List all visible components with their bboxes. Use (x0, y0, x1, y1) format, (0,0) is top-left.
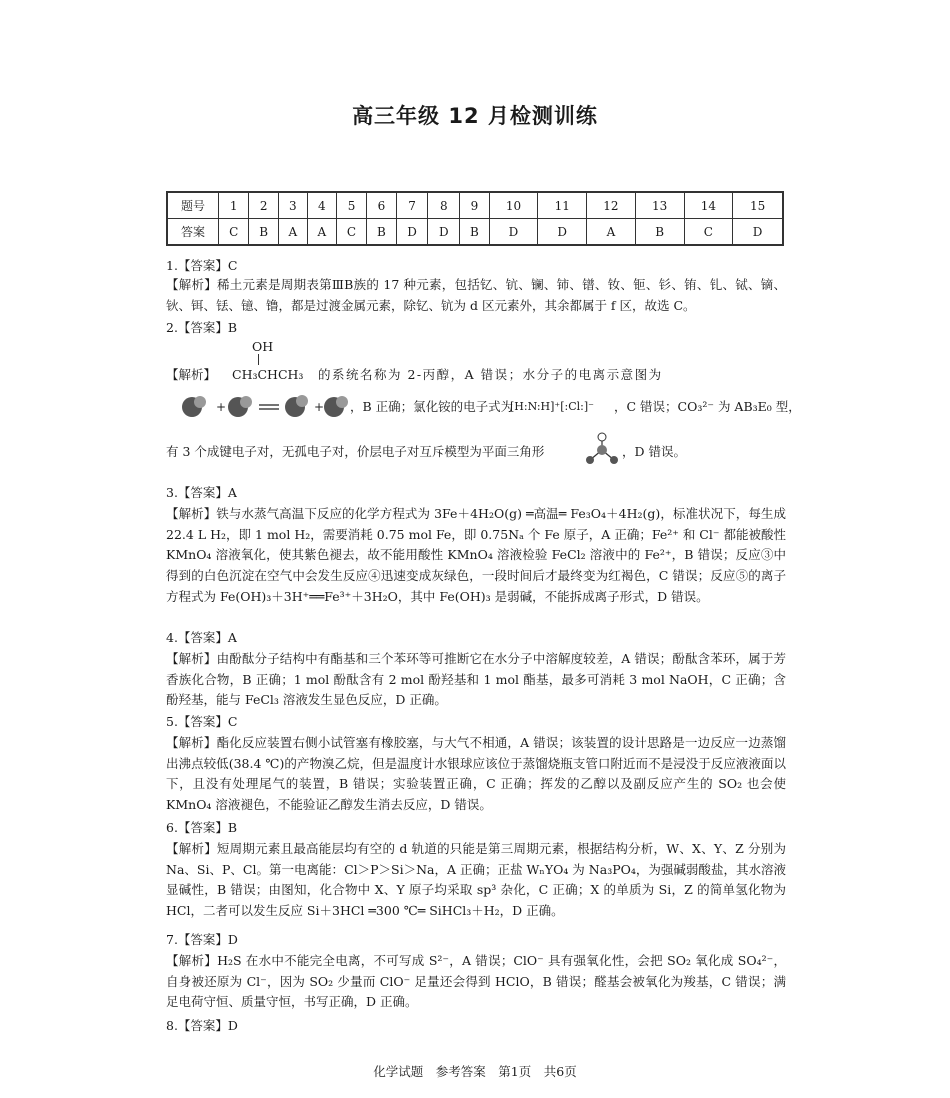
question-number: 9 (460, 192, 489, 219)
answer-cell: C (336, 219, 366, 246)
question-number: 11 (538, 192, 587, 219)
answer-cell: A (587, 219, 636, 246)
answer-heading-q3: 3.【答案】A (166, 485, 237, 500)
answer-cell: C (684, 219, 733, 246)
question-number: 15 (733, 192, 783, 219)
answer-table-header-row (167, 192, 783, 219)
answer-cell: A (278, 219, 307, 246)
table-header-label: 题号 (167, 192, 219, 219)
explanation-q2-line2: ，B 正确；氯化铵的电子式为 (350, 399, 514, 414)
question-number: 7 (396, 192, 428, 219)
answer-heading-q7: 7.【答案】D (166, 932, 238, 947)
explanation-q7: 【解析】H₂S 在水中不能完全电离，不可写成 S²⁻，A 错误；ClO⁻ 具有强氧化性，会把 SO₂ 氧化成 SO₄²⁻，自身被还原为 Cl⁻，因为 SO₂ 少量而 ClO⁻ 足量还会得到 HClO，B 错误；醛基会被氧化为羧基，C 错误；满足电荷守恒、质量守恒，书写正确，D 正确。 (166, 953, 786, 1010)
oh-group-label: OH (252, 339, 274, 354)
question-number: 2 (249, 192, 278, 219)
explanation-q1: 【解析】稀土元素是周期表第ⅢB族的 17 种元素，包括钇、钪、镧、铈、镨、钕、钷、钐、铕、钆、铽、镝、钬、铒、铥、镱、镥，都是过渡金属元素，除钇、钪为 d 区元素外，其余都属于 f 区，故选 C。 (166, 277, 786, 313)
hydronium-h (296, 395, 308, 407)
answer-cell: B (367, 219, 396, 246)
answer-table-answer-row (167, 219, 783, 246)
planar-triangle-model (584, 432, 620, 468)
svg-text:+: + (216, 400, 227, 414)
explanation-q2-prefix: 【解析】 (166, 367, 217, 382)
propanol-formula: CH₃CHCH₃ (232, 367, 304, 382)
question-number: 13 (635, 192, 684, 219)
page-title: 高三年级 12 月检测训练 (352, 104, 598, 128)
water-molecule-h (194, 396, 206, 408)
answer-cell: D (489, 219, 538, 246)
answer-cell: D (733, 219, 783, 246)
answer-heading-q2: 2.【答案】B (166, 320, 238, 335)
water-molecule-h (240, 396, 252, 408)
question-number: 4 (307, 192, 336, 219)
answer-heading-q4: 4.【答案】A (166, 630, 237, 645)
explanation-q2-line3: 有 3 个成键电子对，无孤电子对，价层电子对互斥模型为平面三角形 (166, 444, 545, 459)
explanation-q2-line1: 的系统名称为 2-丙醇，A 错误；水分子的电离示意图为 (318, 367, 663, 382)
question-number: 12 (587, 192, 636, 219)
question-number: 3 (278, 192, 307, 219)
explanation-q3: 【解析】铁与水蒸气高温下反应的化学方程式为 3Fe＋4H₂O(g) ═高温═ Fe₃O₄＋4H₂(g)，标准状况下，每生成 22.4 L H₂，即 1 mol H₂，需要消耗 0.75 mol Fe，即 0.75Nₐ 个 Fe 原子，A 正确；Fe²⁺ 和 Cl⁻ 都能被酸性 KMnO₄ 溶液氧化，使其紫色褪去，故不能用酸性 KMnO₄ 溶液检验 FeCl₂ 溶液中的 Fe²⁺，B 错误；反应③中得到的白色沉淀在空气中会发生反应④迅速变成灰绿色，一段时间后才最终变为红褐色，C 错误；反应⑤的离子方程式为 Fe(OH)₃＋3H⁺══Fe³⁺＋3H₂O，其中 Fe(OH)₃ 是弱碱，不能拆成离子形式，D 错误。 (166, 506, 786, 604)
explanation-q4: 【解析】由酚酞分子结构中有酯基和三个苯环等可推断它在水分子中溶解度较差，A 错误；酚酞含苯环，属于芳香族化合物，B 正确；1 mol 酚酞含有 2 mol 酚羟基和 1 mol 酯基，最多可消耗 3 mol NaOH，C 正确；含酚羟基，能与 FeCl₃ 溶液发生显色反应，D 正确。 (166, 651, 786, 708)
question-number: 5 (336, 192, 366, 219)
hydroxide-h (336, 396, 348, 408)
question-number: 1 (219, 192, 249, 219)
answer-cell: A (307, 219, 336, 246)
answer-table (166, 191, 784, 246)
answer-heading-q6: 6.【答案】B (166, 820, 238, 835)
ammonium-chloride-electron-formula: [H:N:H]⁺[:Cl:]⁻ (510, 400, 594, 413)
table-answer-label: 答案 (167, 219, 219, 246)
answer-cell: C (219, 219, 249, 246)
page-footer: 化学试题 参考答案 第1页 共6页 (373, 1064, 577, 1079)
answer-cell: B (249, 219, 278, 246)
answer-heading-q5: 5.【答案】C (166, 714, 238, 729)
question-number: 6 (367, 192, 396, 219)
answer-cell: B (460, 219, 489, 246)
explanation-q6: 【解析】短周期元素且最高能层均有空的 d 轨道的只能是第三周期元素，根据结构分析，W、X、Y、Z 分别为 Na、Si、P、Cl。第一电离能：Cl＞P＞Si＞Na，A 正确；正盐 WₙYO₄ 为 Na₃PO₄，为强碱弱酸盐，其水溶液显碱性，B 错误；由图知，化合物中 X、Y 原子均采取 sp³ 杂化，C 正确；X 的单质为 Si，Z 的简单氢化物为 HCl，二者可以发生反应 Si＋3HCl ═300 ℃═ SiHCl₃＋H₂，D 正确。 (166, 841, 786, 919)
explanation-q2-line3b: ，D 错误。 (622, 444, 686, 459)
answer-cell: B (635, 219, 684, 246)
svg-text:+: + (314, 400, 325, 414)
question-number: 14 (684, 192, 733, 219)
answer-cell: D (538, 219, 587, 246)
water-ionization-diagram (180, 393, 350, 421)
answer-cell: D (428, 219, 460, 246)
answer-heading-q8: 8.【答案】D (166, 1018, 238, 1033)
answer-cell: D (396, 219, 428, 246)
explanation-q2-line2b: ，C 错误；CO₃²⁻ 为 AB₃E₀ 型， (614, 399, 801, 414)
answer-heading-q1: 1.【答案】C (166, 258, 238, 273)
question-number: 8 (428, 192, 460, 219)
question-number: 10 (489, 192, 538, 219)
explanation-q5: 【解析】酯化反应装置右侧小试管塞有橡胶塞，与大气不相通，A 错误；该装置的设计思路是一边反应一边蒸馏出沸点较低(38.4 ℃)的产物溴乙烷，但是温度计水银球应该位于蒸馏烧瓶支管口附近而不是浸没于反应液液面以下，且没有处理尾气的装置，B 错误；实验装置正确，C 正确；挥发的乙醇以及副反应产生的 SO₂ 也会使 KMnO₄ 溶液褪色，不能验证乙醇发生消去反应，D 错误。 (166, 735, 786, 813)
oh-bond-line (258, 354, 259, 365)
